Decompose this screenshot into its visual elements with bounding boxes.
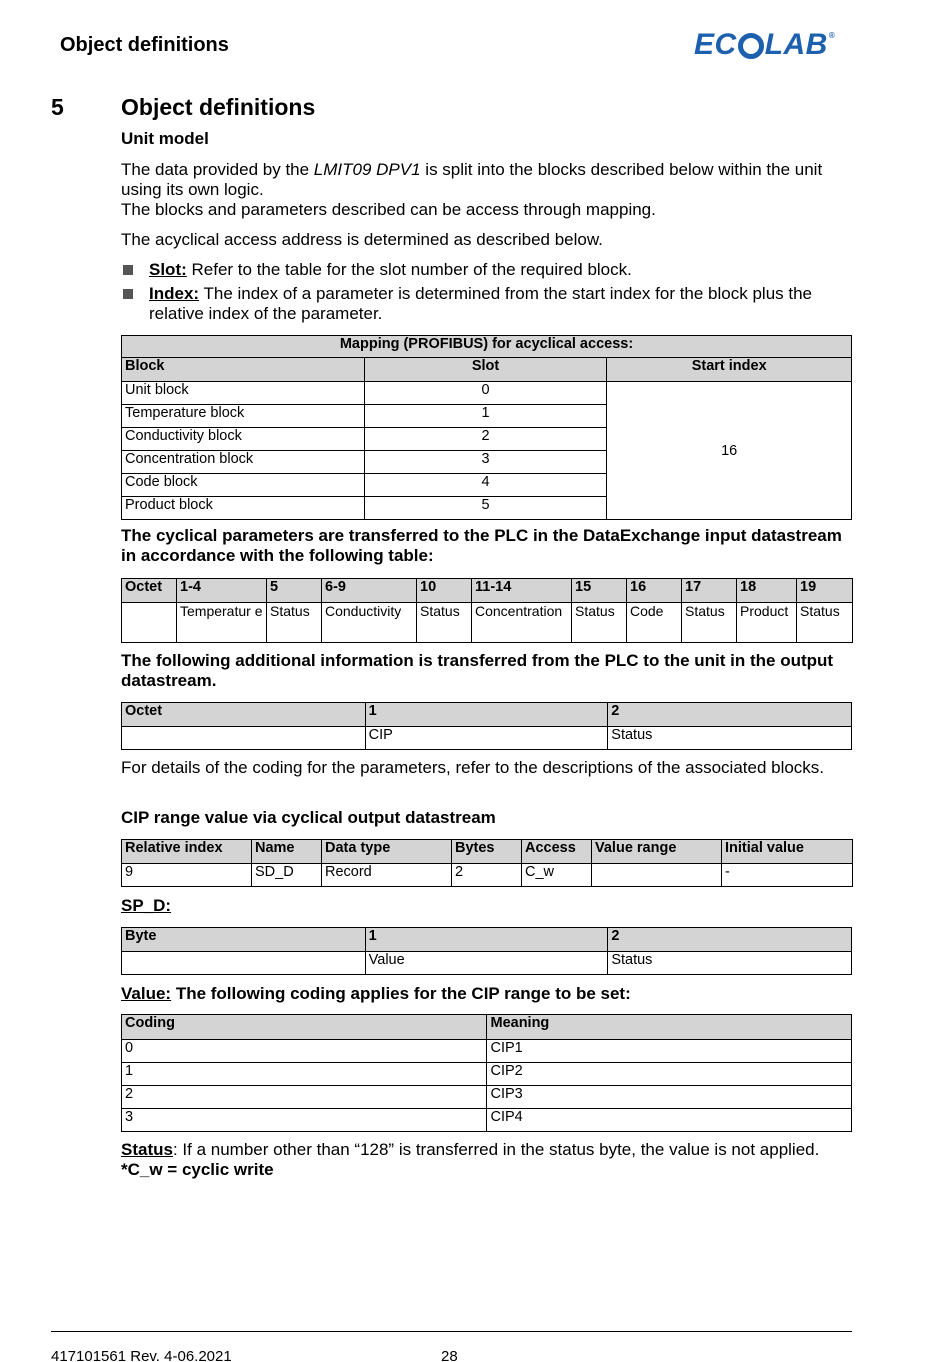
column-header: 1: [365, 703, 608, 727]
section-number: 5: [51, 94, 64, 120]
table-cell: Temperatur e: [177, 603, 267, 643]
document-number: 417101561 Rev. 4-06.2021: [51, 1348, 232, 1362]
column-header: Bytes: [452, 840, 522, 864]
table-cell: Concentration: [472, 603, 572, 643]
table-cell: CIP2: [487, 1063, 852, 1086]
column-header: Value range: [592, 840, 722, 864]
table-cell: 0: [364, 382, 607, 405]
bullet-index: [121, 284, 852, 324]
column-header: Data type: [322, 840, 452, 864]
table-cell: [122, 727, 366, 750]
column-header: 11-14: [472, 579, 572, 603]
column-header: 15: [572, 579, 627, 603]
header-row: [122, 840, 853, 864]
section-title: Object definitions: [121, 94, 316, 120]
table-cell: CIP3: [487, 1086, 852, 1109]
bullet-term: Index:: [149, 284, 200, 303]
coding-table: [121, 1014, 852, 1132]
value-heading: [121, 984, 852, 1004]
column-header: 16: [627, 579, 682, 603]
details-text: For details of the coding for the parameters, refer to the descriptions of the associated blocks.: [121, 758, 825, 777]
table-row: [122, 1040, 852, 1063]
bullet-term: Slot:: [149, 260, 187, 279]
column-header: 1: [365, 928, 608, 952]
column-header: Initial value: [722, 840, 853, 864]
cip-table: [121, 839, 853, 887]
status-bold-tail: *C_w = cyclic write: [121, 1160, 274, 1179]
cip-heading: CIP range value via cyclical output datastream: [121, 808, 496, 827]
bullet-list: [121, 260, 852, 324]
table-cell: C_w: [522, 864, 592, 887]
table-cell: 5: [364, 497, 607, 520]
table-row: [122, 382, 852, 405]
column-header: 2: [608, 928, 852, 952]
column-header: Octet: [122, 579, 177, 603]
table-cell: [122, 603, 177, 643]
column-header: 17: [682, 579, 737, 603]
value-text: The following coding applies for the CIP range to be set:: [171, 984, 631, 1003]
table-cell: Code: [627, 603, 682, 643]
value-term: Value:: [121, 984, 172, 1003]
table-cell: Conductivity: [322, 603, 417, 643]
table-cell: Status: [572, 603, 627, 643]
footer-divider: [51, 1331, 852, 1332]
table-row: [122, 1086, 852, 1109]
logo-ring-icon: [738, 33, 764, 59]
page-header-title: Object definitions: [60, 34, 229, 56]
input-datastream-table: [121, 578, 853, 643]
table-cell: Concentration block: [122, 451, 365, 474]
unit-model-heading: Unit model: [121, 129, 209, 148]
column-header: Relative index: [122, 840, 252, 864]
bullet-square-icon: [123, 289, 133, 299]
table-cell: Record: [322, 864, 452, 887]
table-cell: Status: [797, 603, 853, 643]
header-row: [122, 703, 852, 727]
header-row: [122, 928, 852, 952]
table-cell: Product block: [122, 497, 365, 520]
table-cell: Status: [608, 727, 852, 750]
table-cell: 4: [364, 474, 607, 497]
table-cell: Unit block: [122, 382, 365, 405]
cyclical-intro: The cyclical parameters are transferred to the PLC in the DataExchange input datastream in accordance with the following table:: [121, 526, 842, 565]
column-header: 10: [417, 579, 472, 603]
header-row: [122, 1015, 852, 1040]
paragraph-3: The acyclical access address is determined as described below.: [121, 230, 603, 249]
table-cell: -: [722, 864, 853, 887]
table-cell: Value: [365, 952, 608, 975]
table-cell: Conductivity block: [122, 428, 365, 451]
column-header: 5: [267, 579, 322, 603]
status-term: Status: [121, 1140, 173, 1159]
table-cell: 2: [122, 1086, 487, 1109]
sp-d-heading: SP_D:: [121, 896, 172, 915]
table-cell: [592, 864, 722, 887]
byte-table: [121, 927, 852, 975]
registered-mark: ®: [828, 30, 836, 40]
column-header: Access: [522, 840, 592, 864]
p1-text-b: is split into the blocks described below within the unit using its own logic.: [121, 160, 823, 199]
table-cell: Status: [682, 603, 737, 643]
mapping-table: [121, 335, 852, 520]
p2-text: The blocks and parameters described can be access through mapping.: [121, 200, 656, 219]
table-cell: 3: [122, 1109, 487, 1132]
bullet-square-icon: [123, 265, 133, 275]
column-header: Byte: [122, 928, 366, 952]
paragraph-1: [121, 160, 852, 220]
table-cell: 2: [452, 864, 522, 887]
column-header: Meaning: [487, 1015, 852, 1040]
page-number: 28: [441, 1348, 458, 1362]
output-datastream-table: [121, 702, 852, 750]
table-cell: CIP1: [487, 1040, 852, 1063]
table-cell: 9: [122, 864, 252, 887]
column-header: Name: [252, 840, 322, 864]
status-note: [121, 1140, 852, 1180]
table-cell: CIP: [365, 727, 608, 750]
table-cell: 2: [364, 428, 607, 451]
product-name: LMIT09 DPV1: [313, 160, 421, 179]
p1-text-a: The data provided by the: [121, 160, 314, 179]
table-cell: 1: [364, 405, 607, 428]
mapping-table-caption: Mapping (PROFIBUS) for acyclical access:: [122, 336, 852, 358]
table-cell: CIP4: [487, 1109, 852, 1132]
table-cell: Status: [417, 603, 472, 643]
column-header: Slot: [364, 358, 607, 382]
table-row: [122, 864, 853, 887]
table-cell: SD_D: [252, 864, 322, 887]
column-header: Start index: [607, 358, 852, 382]
output-intro: The following additional information is transferred from the PLC to the unit in the output datastream.: [121, 651, 834, 690]
table-cell: Code block: [122, 474, 365, 497]
table-cell: 3: [364, 451, 607, 474]
table-cell: [122, 952, 366, 975]
logo-part-2: LAB: [764, 28, 828, 61]
bullet-text: The index of a parameter is determined from the start index for the block plus the relative index of the parameter.: [149, 284, 813, 323]
table-cell: 0: [122, 1040, 487, 1063]
status-text: : If a number other than “128” is transferred in the status byte, the value is not applied.: [172, 1140, 820, 1159]
table-row: [122, 727, 852, 750]
column-header: Octet: [122, 703, 366, 727]
column-header: Block: [122, 358, 365, 382]
column-header: 6-9: [322, 579, 417, 603]
bullet-text: Refer to the table for the slot number of the required block.: [186, 260, 632, 279]
table-row: [122, 603, 853, 643]
logo-part-1: EC: [694, 28, 737, 61]
table-cell: Status: [608, 952, 852, 975]
table-cell: Status: [267, 603, 322, 643]
header-row: [122, 579, 853, 603]
start-index-cell: 16: [607, 382, 852, 520]
table-row: [122, 1109, 852, 1132]
column-header: 18: [737, 579, 797, 603]
bullet-slot: [121, 260, 852, 280]
ecolab-logo: [694, 28, 835, 62]
table-cell: 1: [122, 1063, 487, 1086]
table-cell: Temperature block: [122, 405, 365, 428]
column-header: 2: [608, 703, 852, 727]
column-header: 19: [797, 579, 853, 603]
table-row: [122, 952, 852, 975]
column-header: 1-4: [177, 579, 267, 603]
table-row: [122, 1063, 852, 1086]
column-header: Coding: [122, 1015, 487, 1040]
table-cell: Product: [737, 603, 797, 643]
